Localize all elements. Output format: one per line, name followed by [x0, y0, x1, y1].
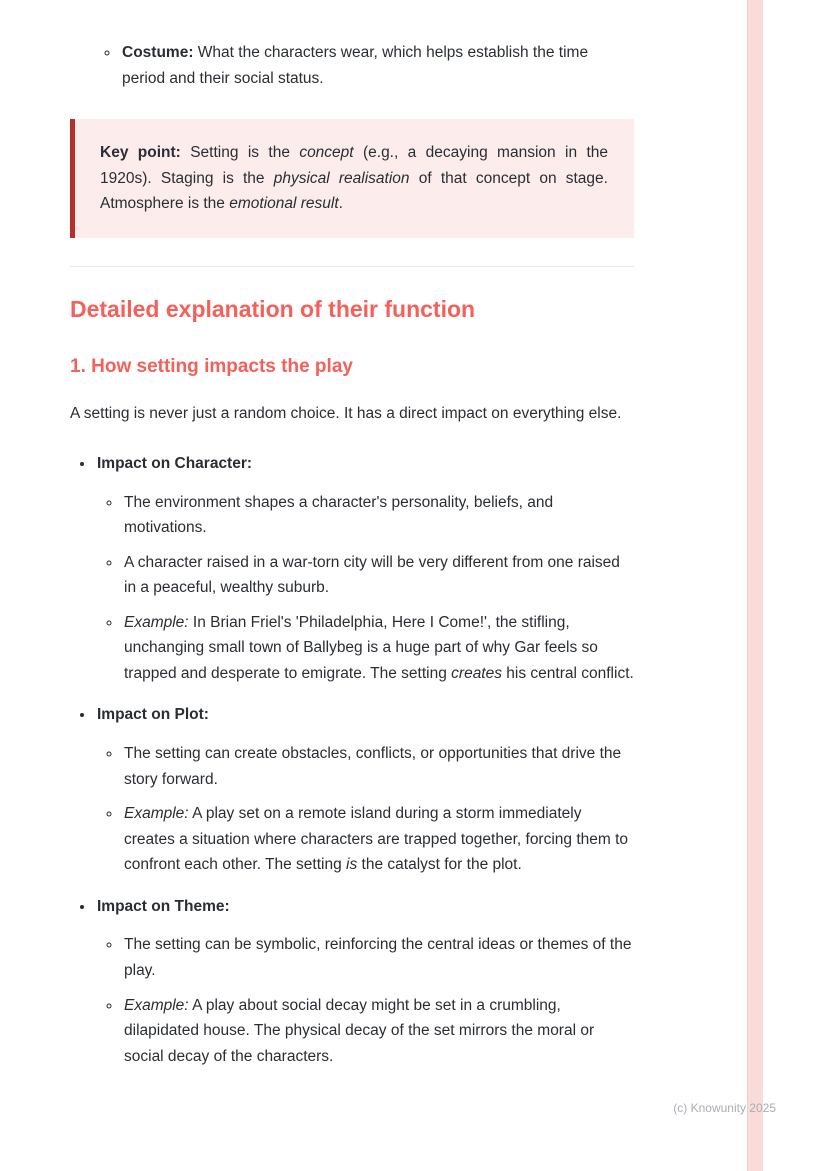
text-run: of that concept on stage. Atmosphere is the [100, 169, 608, 213]
list-item [122, 610, 634, 687]
italic-run: emotional result [229, 195, 339, 213]
copyright-footer: (c) Knowunity 2025 [673, 1101, 776, 1115]
bold-run: Key point: [100, 144, 181, 162]
page-edge-strip [747, 0, 763, 1171]
italic-run: is [346, 856, 358, 874]
example-label: Example: [124, 996, 189, 1014]
impact-sublist [97, 741, 634, 878]
list-item: ◦ A character raised in a war-torn city will be very different from one raised in a peaceful, wealthy suburb. [122, 550, 634, 601]
text-run: (e.g., a decaying mansion in the 1920s). Staging is the [100, 144, 608, 187]
intro-paragraph: A setting is never just a random choice. It has a direct impact on everything else. [70, 405, 622, 423]
content-column [70, 36, 634, 1069]
text-run: his central conflict. [502, 664, 634, 682]
impact-title: • Impact on Character: [97, 454, 253, 472]
impacts-list [70, 451, 634, 1069]
text-run: A play set on a remote island during a storm immediately creates a situation where characters are trapped together, forcing them to confront each other. The setting [124, 805, 629, 874]
text-run: What the characters wear, which helps establish the time period and their social status. [122, 44, 589, 87]
list-item [122, 993, 634, 1070]
italic-run: creates [451, 664, 502, 682]
callout-text [100, 140, 608, 217]
text-run: In Brian Friel's 'Philadelphia, Here I Come!', the stifling, unchanging small town of Ballybeg is a huge part of why Gar feels so trapped and desperate to emigrate. The setting [124, 613, 598, 682]
list-item: ◦ The setting can create obstacles, conflicts, or opportunities that drive the story forward. [122, 741, 634, 792]
italic-run: concept [299, 144, 354, 162]
impact-group-character [95, 451, 634, 687]
list-item [122, 801, 634, 878]
text-run: A play about social decay might be set in a crumbling, dilapidated house. The physical decay of the set mirrors the moral or social decay of the characters. [124, 996, 595, 1065]
impact-group-plot [95, 702, 634, 877]
text-run: the catalyst for the plot. [357, 856, 522, 874]
impact-sublist [97, 490, 634, 687]
impact-group-theme [95, 894, 634, 1069]
key-point-callout [70, 119, 634, 238]
example-label: Example: [124, 613, 189, 631]
subsection-heading: 1. How setting impacts the play [70, 355, 353, 377]
bold-run: Costume: [122, 44, 194, 61]
list-item: ◦ The setting can be symbolic, reinforcing the central ideas or themes of the play. [122, 932, 634, 983]
list-item [120, 40, 634, 91]
impact-title: • Impact on Theme: [97, 897, 230, 915]
text-run: Setting is the [180, 144, 300, 162]
impact-title: • Impact on Plot: [97, 706, 209, 724]
impact-sublist [97, 932, 634, 1069]
list-item: ◦ The environment shapes a character's personality, beliefs, and motivations. [122, 490, 634, 541]
divider [70, 266, 634, 267]
costume-list [70, 40, 634, 91]
italic-run: physical realisation [273, 169, 410, 187]
example-label: Example: [124, 805, 189, 823]
section-heading: Detailed explanation of their function [70, 295, 476, 322]
text-run: . [338, 195, 343, 213]
